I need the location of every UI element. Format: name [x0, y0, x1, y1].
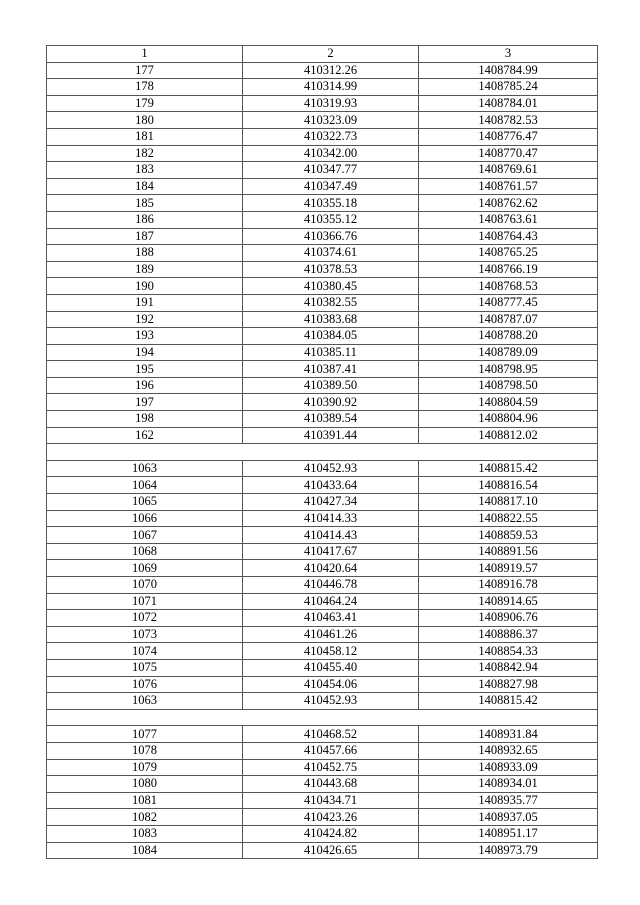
y-coordinate-cell: 1408804.59 — [419, 394, 598, 411]
table-row — [47, 577, 598, 594]
table-row — [47, 311, 598, 328]
x-coordinate-cell: 410314.99 — [243, 79, 419, 96]
point-number-cell: 1063 — [47, 693, 243, 710]
point-number-cell: 1068 — [47, 543, 243, 560]
table-row — [47, 128, 598, 145]
table-row — [47, 145, 598, 162]
y-coordinate-cell: 1408762.62 — [419, 195, 598, 212]
table-row — [47, 825, 598, 842]
x-coordinate-cell: 410389.50 — [243, 377, 419, 394]
coordinates-table — [46, 45, 598, 859]
y-coordinate-cell: 1408951.17 — [419, 825, 598, 842]
y-coordinate-cell: 1408816.54 — [419, 477, 598, 494]
x-coordinate-cell: 410464.24 — [243, 593, 419, 610]
table-row — [47, 62, 598, 79]
y-coordinate-cell: 1408784.01 — [419, 95, 598, 112]
x-coordinate-cell: 410414.33 — [243, 510, 419, 527]
x-coordinate-cell: 410446.78 — [243, 577, 419, 594]
point-number-cell: 1070 — [47, 577, 243, 594]
y-coordinate-cell: 1408770.47 — [419, 145, 598, 162]
table-row — [47, 112, 598, 129]
y-coordinate-cell: 1408815.42 — [419, 460, 598, 477]
point-number-cell: 178 — [47, 79, 243, 96]
table-row — [47, 659, 598, 676]
table-row — [47, 560, 598, 577]
y-coordinate-cell: 1408817.10 — [419, 494, 598, 511]
y-coordinate-cell: 1408932.65 — [419, 742, 598, 759]
x-coordinate-cell: 410382.55 — [243, 294, 419, 311]
y-coordinate-cell: 1408815.42 — [419, 693, 598, 710]
point-number-cell: 1084 — [47, 842, 243, 859]
point-number-cell: 196 — [47, 377, 243, 394]
table-row — [47, 543, 598, 560]
table-row — [47, 178, 598, 195]
x-coordinate-cell: 410434.71 — [243, 792, 419, 809]
table-row — [47, 344, 598, 361]
y-coordinate-cell: 1408914.65 — [419, 593, 598, 610]
table-row — [47, 494, 598, 511]
y-coordinate-cell: 1408769.61 — [419, 162, 598, 179]
table-row — [47, 776, 598, 793]
x-coordinate-cell: 410426.65 — [243, 842, 419, 859]
x-coordinate-cell: 410319.93 — [243, 95, 419, 112]
section-separator-row — [47, 444, 598, 461]
table-body — [47, 62, 598, 859]
table-row — [47, 394, 598, 411]
table-row — [47, 228, 598, 245]
point-number-cell: 1080 — [47, 776, 243, 793]
x-coordinate-cell: 410427.34 — [243, 494, 419, 511]
x-coordinate-cell: 410347.77 — [243, 162, 419, 179]
separator-cell — [47, 709, 598, 726]
point-number-cell: 177 — [47, 62, 243, 79]
section-separator-row — [47, 709, 598, 726]
x-coordinate-cell: 410389.54 — [243, 411, 419, 428]
header-cell-x-coordinate: 2 — [243, 46, 419, 63]
point-number-cell: 1063 — [47, 460, 243, 477]
point-number-cell: 185 — [47, 195, 243, 212]
x-coordinate-cell: 410391.44 — [243, 427, 419, 444]
table-row — [47, 95, 598, 112]
point-number-cell: 162 — [47, 427, 243, 444]
table-row — [47, 427, 598, 444]
x-coordinate-cell: 410423.26 — [243, 809, 419, 826]
header-cell-point-number: 1 — [47, 46, 243, 63]
y-coordinate-cell: 1408798.95 — [419, 361, 598, 378]
y-coordinate-cell: 1408766.19 — [419, 261, 598, 278]
x-coordinate-cell: 410385.11 — [243, 344, 419, 361]
y-coordinate-cell: 1408776.47 — [419, 128, 598, 145]
point-number-cell: 1064 — [47, 477, 243, 494]
y-coordinate-cell: 1408788.20 — [419, 328, 598, 345]
point-number-cell: 1074 — [47, 643, 243, 660]
y-coordinate-cell: 1408886.37 — [419, 626, 598, 643]
y-coordinate-cell: 1408854.33 — [419, 643, 598, 660]
table-row — [47, 842, 598, 859]
x-coordinate-cell: 410384.05 — [243, 328, 419, 345]
x-coordinate-cell: 410347.49 — [243, 178, 419, 195]
x-coordinate-cell: 410452.93 — [243, 693, 419, 710]
point-number-cell: 1065 — [47, 494, 243, 511]
x-coordinate-cell: 410468.52 — [243, 726, 419, 743]
table-row — [47, 294, 598, 311]
y-coordinate-cell: 1408937.05 — [419, 809, 598, 826]
table-row — [47, 693, 598, 710]
y-coordinate-cell: 1408934.01 — [419, 776, 598, 793]
x-coordinate-cell: 410420.64 — [243, 560, 419, 577]
point-number-cell: 1076 — [47, 676, 243, 693]
x-coordinate-cell: 410383.68 — [243, 311, 419, 328]
point-number-cell: 1081 — [47, 792, 243, 809]
table-row — [47, 527, 598, 544]
point-number-cell: 189 — [47, 261, 243, 278]
y-coordinate-cell: 1408916.78 — [419, 577, 598, 594]
x-coordinate-cell: 410452.93 — [243, 460, 419, 477]
y-coordinate-cell: 1408827.98 — [419, 676, 598, 693]
x-coordinate-cell: 410355.18 — [243, 195, 419, 212]
table-row — [47, 726, 598, 743]
point-number-cell: 1082 — [47, 809, 243, 826]
table-row — [47, 328, 598, 345]
y-coordinate-cell: 1408935.77 — [419, 792, 598, 809]
point-number-cell: 1077 — [47, 726, 243, 743]
y-coordinate-cell: 1408973.79 — [419, 842, 598, 859]
table-row — [47, 377, 598, 394]
x-coordinate-cell: 410443.68 — [243, 776, 419, 793]
table-row — [47, 211, 598, 228]
header-cell-y-coordinate: 3 — [419, 46, 598, 63]
point-number-cell: 194 — [47, 344, 243, 361]
y-coordinate-cell: 1408931.84 — [419, 726, 598, 743]
table-row — [47, 626, 598, 643]
point-number-cell: 186 — [47, 211, 243, 228]
x-coordinate-cell: 410414.43 — [243, 527, 419, 544]
point-number-cell: 1075 — [47, 659, 243, 676]
point-number-cell: 192 — [47, 311, 243, 328]
point-number-cell: 1069 — [47, 560, 243, 577]
point-number-cell: 195 — [47, 361, 243, 378]
y-coordinate-cell: 1408906.76 — [419, 610, 598, 627]
table-row — [47, 361, 598, 378]
x-coordinate-cell: 410452.75 — [243, 759, 419, 776]
y-coordinate-cell: 1408842.94 — [419, 659, 598, 676]
x-coordinate-cell: 410378.53 — [243, 261, 419, 278]
x-coordinate-cell: 410424.82 — [243, 825, 419, 842]
x-coordinate-cell: 410387.41 — [243, 361, 419, 378]
point-number-cell: 1083 — [47, 825, 243, 842]
table-header — [47, 46, 598, 63]
table-row — [47, 742, 598, 759]
x-coordinate-cell: 410454.06 — [243, 676, 419, 693]
table-row — [47, 759, 598, 776]
point-number-cell: 187 — [47, 228, 243, 245]
point-number-cell: 1072 — [47, 610, 243, 627]
y-coordinate-cell: 1408798.50 — [419, 377, 598, 394]
y-coordinate-cell: 1408763.61 — [419, 211, 598, 228]
x-coordinate-cell: 410461.26 — [243, 626, 419, 643]
table-row — [47, 643, 598, 660]
y-coordinate-cell: 1408784.99 — [419, 62, 598, 79]
header-row — [47, 46, 598, 63]
table-row — [47, 809, 598, 826]
x-coordinate-cell: 410417.67 — [243, 543, 419, 560]
table-row — [47, 79, 598, 96]
x-coordinate-cell: 410390.92 — [243, 394, 419, 411]
point-number-cell: 184 — [47, 178, 243, 195]
y-coordinate-cell: 1408789.09 — [419, 344, 598, 361]
table-row — [47, 460, 598, 477]
y-coordinate-cell: 1408919.57 — [419, 560, 598, 577]
point-number-cell: 198 — [47, 411, 243, 428]
y-coordinate-cell: 1408785.24 — [419, 79, 598, 96]
x-coordinate-cell: 410463.41 — [243, 610, 419, 627]
y-coordinate-cell: 1408812.02 — [419, 427, 598, 444]
point-number-cell: 1079 — [47, 759, 243, 776]
table-row — [47, 278, 598, 295]
point-number-cell: 1071 — [47, 593, 243, 610]
x-coordinate-cell: 410366.76 — [243, 228, 419, 245]
x-coordinate-cell: 410380.45 — [243, 278, 419, 295]
x-coordinate-cell: 410312.26 — [243, 62, 419, 79]
point-number-cell: 182 — [47, 145, 243, 162]
x-coordinate-cell: 410322.73 — [243, 128, 419, 145]
table-row — [47, 245, 598, 262]
table-row — [47, 593, 598, 610]
point-number-cell: 1073 — [47, 626, 243, 643]
y-coordinate-cell: 1408933.09 — [419, 759, 598, 776]
table-row — [47, 162, 598, 179]
separator-cell — [47, 444, 598, 461]
y-coordinate-cell: 1408777.45 — [419, 294, 598, 311]
point-number-cell: 197 — [47, 394, 243, 411]
x-coordinate-cell: 410355.12 — [243, 211, 419, 228]
x-coordinate-cell: 410433.64 — [243, 477, 419, 494]
y-coordinate-cell: 1408768.53 — [419, 278, 598, 295]
x-coordinate-cell: 410455.40 — [243, 659, 419, 676]
y-coordinate-cell: 1408891.56 — [419, 543, 598, 560]
point-number-cell: 188 — [47, 245, 243, 262]
x-coordinate-cell: 410457.66 — [243, 742, 419, 759]
table-row — [47, 676, 598, 693]
point-number-cell: 181 — [47, 128, 243, 145]
table-row — [47, 261, 598, 278]
x-coordinate-cell: 410342.00 — [243, 145, 419, 162]
table-row — [47, 195, 598, 212]
point-number-cell: 191 — [47, 294, 243, 311]
y-coordinate-cell: 1408761.57 — [419, 178, 598, 195]
y-coordinate-cell: 1408822.55 — [419, 510, 598, 527]
table-row — [47, 411, 598, 428]
point-number-cell: 179 — [47, 95, 243, 112]
point-number-cell: 1078 — [47, 742, 243, 759]
table-row — [47, 792, 598, 809]
point-number-cell: 1067 — [47, 527, 243, 544]
x-coordinate-cell: 410323.09 — [243, 112, 419, 129]
point-number-cell: 1066 — [47, 510, 243, 527]
y-coordinate-cell: 1408782.53 — [419, 112, 598, 129]
y-coordinate-cell: 1408765.25 — [419, 245, 598, 262]
table-row — [47, 610, 598, 627]
y-coordinate-cell: 1408787.07 — [419, 311, 598, 328]
point-number-cell: 193 — [47, 328, 243, 345]
x-coordinate-cell: 410374.61 — [243, 245, 419, 262]
x-coordinate-cell: 410458.12 — [243, 643, 419, 660]
y-coordinate-cell: 1408859.53 — [419, 527, 598, 544]
table-row — [47, 477, 598, 494]
y-coordinate-cell: 1408764.43 — [419, 228, 598, 245]
table-row — [47, 510, 598, 527]
point-number-cell: 183 — [47, 162, 243, 179]
point-number-cell: 180 — [47, 112, 243, 129]
y-coordinate-cell: 1408804.96 — [419, 411, 598, 428]
point-number-cell: 190 — [47, 278, 243, 295]
